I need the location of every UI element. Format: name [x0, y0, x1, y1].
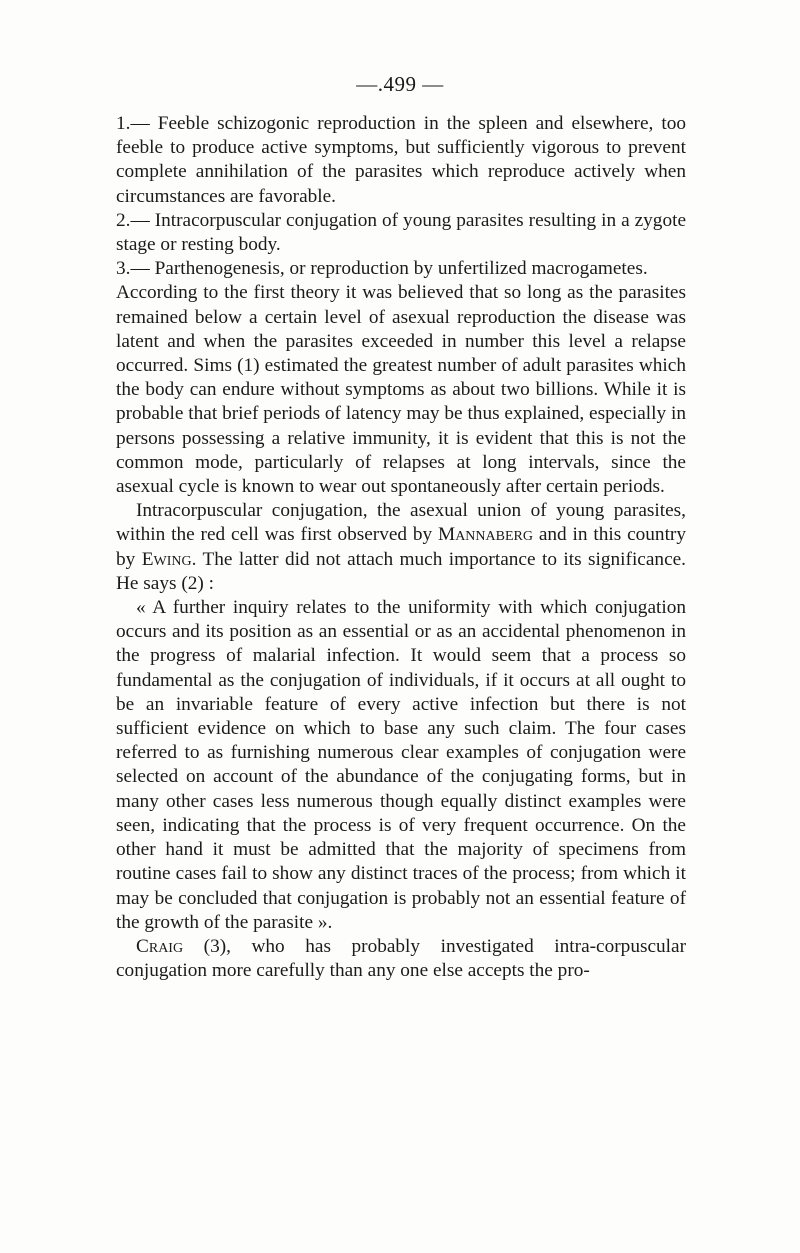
author-name-ewing: Ewing — [141, 548, 192, 570]
page-number: —.499 — — [356, 72, 444, 96]
author-name-craig: Craig — [136, 935, 184, 957]
conjugation-text-part2: and in this country by — [116, 524, 686, 570]
conjugation-text-part3: . The latter did not attach much importance to its significance. He says (2) : — [116, 548, 686, 594]
body-text — [116, 112, 686, 983]
list-item-2: 2.— Intracorpuscular conjugation of young parasites resulting in a zygote stage or resting body. — [116, 209, 686, 256]
paragraph-craig — [116, 935, 686, 983]
author-name-mannaberg: Mannaberg — [438, 524, 533, 546]
paragraph-intracorpuscular-conjugation — [116, 499, 686, 596]
list-item-1: 1.— Feeble schizogonic reproduction in the spleen and elsewhere, too feeble to produce active symptoms, but sufficiently vigorous to prevent complete annihilation of the parasites which reproduce actively when circumstances are favorable. — [116, 113, 686, 207]
craig-text: (3), who has probably investigated intra-corpuscular conjugation more carefully than any one else accepts the pro- — [116, 935, 686, 982]
paragraph-first-theory: According to the first theory it was believed that so long as the parasites remained below a certain level of asexual reproduction the disease was latent and when the parasites exceeded in number this level a relapse occurred. Sims (1) estimated the greatest number of adult parasites which the body can endure without symptoms as about two billions. While it is probable that brief periods of latency may be thus explained, especially in persons possessing a relative immunity, it is evident that this is not the common mode, particularly of relapses at long intervals, since the asexual cycle is known to wear out spontaneously after certain periods. — [116, 282, 686, 498]
list-item-3: 3.— Parthenogenesis, or reproduction by unfertilized macrogametes. — [116, 258, 648, 280]
conjugation-text-part1: Intracorpuscular conjugation, the asexual union of young parasites, within the red cell was first observed by — [116, 500, 686, 546]
block-quote-ewing: « A further inquiry relates to the uniformity with which conjugation occurs and its position as an essential or as an accidental phenomenon in the progress of malarial infection. It would seem that a process so fundamental as the conjugation of individuals, if it occurs at all ought to be an invariable feature of every active infection but there is not sufficient evidence on which to base any such claim. The four cases referred to as furnishing numerous clear examples of conjugation were selected on account of the abundance of the conjugating forms, but in many other cases less numerous though equally distinct examples were seen, indicating that the process is of very frequent occurrence. On the other hand it must be admitted that the majority of specimens from routine cases fail to show any distinct traces of the process; from which it may be concluded that conjugation is probably not an essential feature of the growth of the parasite ». — [116, 597, 686, 933]
